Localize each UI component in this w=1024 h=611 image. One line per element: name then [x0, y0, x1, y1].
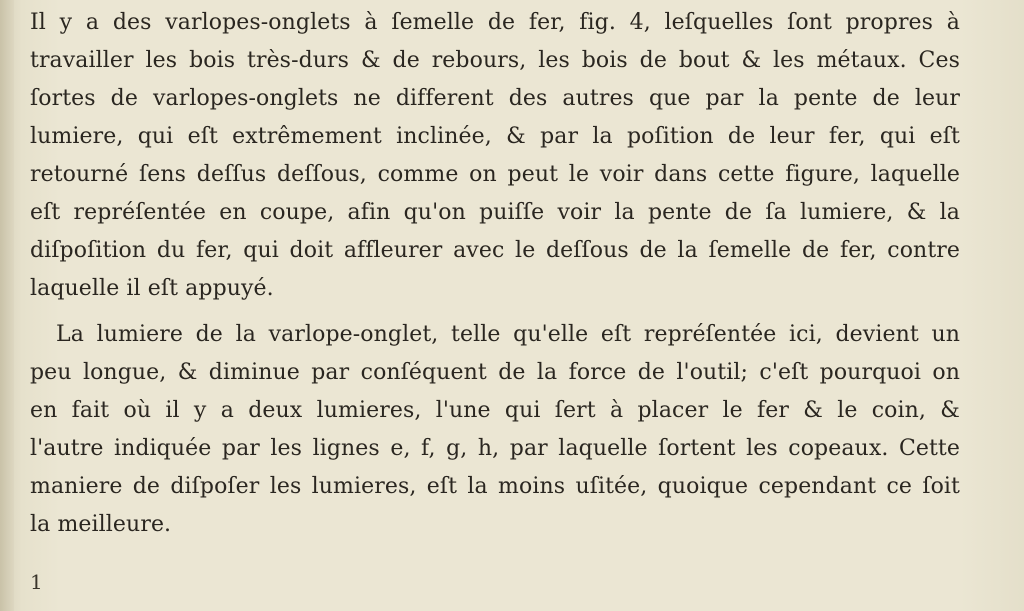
paragraph-1-line-2: travailler les bois très-durs & de rebours, les bois de bout & les métaux. Ces — [30, 48, 960, 73]
paragraph-2-line-5: maniere de diſpoſer les lumieres, eſt la moins uſitée, quoique cependant ce ſoit — [30, 474, 960, 499]
paragraph-1-line-6: eſt repréſentée en coupe, afin qu'on puiſſe voir la pente de ſa lumiere, & la — [30, 200, 960, 225]
paragraph-1-line-4: lumiere, qui eſt extrêmement inclinée, & par la poſition de leur fer, qui eſt — [30, 124, 960, 149]
paragraph-2-line-4: l'autre indiquée par les lignes e, f, g, h, par laquelle ſortent les copeaux. Cette — [30, 436, 960, 461]
margin-mark: 1 — [30, 570, 43, 594]
paragraph-1-line-7: diſpoſition du fer, qui doit affleurer avec le deſſous de la ſemelle de fer, contre — [30, 238, 960, 263]
book-spine-shadow — [0, 0, 14, 611]
paragraph-1-line-8: laquelle il eſt appuyé. — [30, 276, 274, 301]
paragraph-2-line-3: en fait où il y a deux lumieres, l'une qui ſert à placer le fer & le coin, & — [30, 398, 960, 423]
paragraph-1-line-5: retourné ſens deſſus deſſous, comme on peut le voir dans cette figure, laquelle — [30, 162, 960, 187]
paragraph-2-line-6: la meilleure. — [30, 512, 172, 537]
paragraph-1-line-1: Il y a des varlopes-onglets à ſemelle de fer, fig. 4, leſquelles ſont propres à — [30, 10, 960, 35]
paragraph-1-line-3: ſortes de varlopes-onglets ne different des autres que par la pente de leur — [30, 86, 960, 111]
paragraph-2-line-2: peu longue, & diminue par conſéquent de la force de l'outil; c'eſt pourquoi on — [30, 360, 960, 385]
paragraph-2-line-1: La lumiere de la varlope-onglet, telle qu'elle eſt repréſentée ici, devient un — [56, 322, 960, 347]
